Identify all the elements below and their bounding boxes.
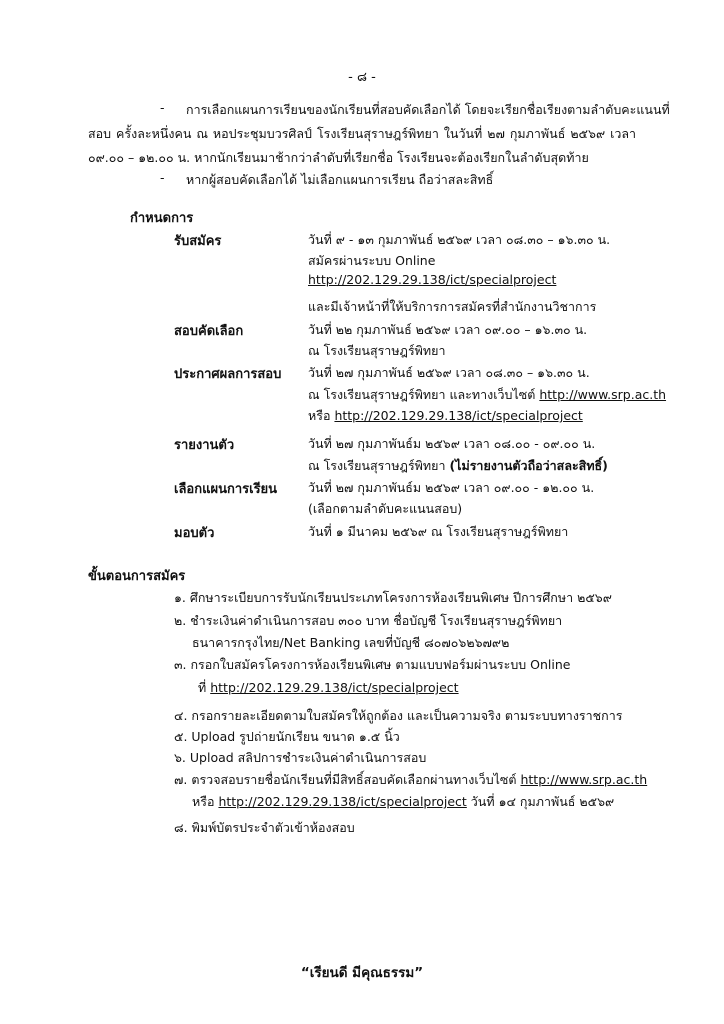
website-link[interactable]: http://www.srp.ac.th <box>520 772 648 787</box>
step-text: ที่ <box>198 680 211 695</box>
bullet-dash: - <box>160 170 165 185</box>
schedule-line: วันที่ ๒๒ กุมภาพันธ์ ๒๕๖๙ เวลา ๐๙.๐๐ – ๑๖.๓๐ น. <box>308 322 588 337</box>
schedule-label: สอบคัดเลือก <box>174 324 244 339</box>
schedule-line <box>308 456 608 476</box>
registration-link[interactable]: http://202.129.29.138/ict/specialproject <box>308 272 557 287</box>
schedule-line: สมัครผ่านระบบ Online <box>308 253 436 268</box>
schedule-heading: กำหนดการ <box>130 211 194 226</box>
page-number: - ๘ - <box>348 70 376 85</box>
schedule-line: และมีเจ้าหน้าที่ให้บริการการสมัครที่สำนักงานวิชาการ <box>308 299 597 314</box>
schedule-text: หรือ <box>308 408 335 423</box>
step-item: ๖. Upload สลิปการชำระเงินค่าดำเนินการสอบ <box>174 750 427 765</box>
step-item: ๒. ชำระเงินค่าดำเนินการสอบ ๓๐๐ บาท ชื่อบัญชี โรงเรียนสุราษฎร์พิทยา <box>174 613 563 628</box>
step-item: ๑. ศึกษาระเบียบการรับนักเรียนประเภทโครงการห้องเรียนพิเศษ ปีการศึกษา ๒๕๖๙ <box>174 590 612 605</box>
step-item-continuation <box>192 792 614 812</box>
schedule-line: วันที่ ๒๗ กุมภาพันธ์ม ๒๕๖๙ เวลา ๐๘.๐๐ - ๐๙.๐๐ น. <box>308 436 596 451</box>
specialproject-link[interactable]: http://202.129.29.138/ict/specialproject <box>334 408 583 423</box>
step-item <box>174 770 647 790</box>
schedule-label: มอบตัว <box>174 526 215 541</box>
schedule-label: ประกาศผลการสอบ <box>174 367 282 382</box>
schedule-label: รับสมัคร <box>174 234 222 249</box>
forfeit-note: (ไม่รายงานตัวถือว่าสละสิทธิ์) <box>449 458 608 473</box>
schedule-line: วันที่ ๒๗ กุมภาพันธ์ ๒๕๖๙ เวลา ๐๘.๓๐ – ๑๖.๓๐ น. <box>308 365 590 380</box>
schedule-text: ณ โรงเรียนสุราษฎร์พิทยา และทางเว็บไซต์ <box>308 387 540 402</box>
schedule-line: ณ โรงเรียนสุราษฎร์พิทยา <box>308 343 446 358</box>
step-item-continuation <box>198 678 459 698</box>
step-text: หรือ <box>192 794 219 809</box>
footer-motto: “เรียนดี มีคุณธรรม” <box>300 965 424 981</box>
schedule-line <box>308 385 666 405</box>
schedule-line: วันที่ ๑ มีนาคม ๒๕๖๙ ณ โรงเรียนสุราษฎร์พิทยา <box>308 524 569 539</box>
website-link[interactable]: http://www.srp.ac.th <box>539 387 667 402</box>
step-text: ๗. ตรวจสอบรายชื่อนักเรียนที่มีสิทธิ์สอบคัดเลือกผ่านทางเว็บไซต์ <box>174 772 521 787</box>
step-item: ๔. กรอกรายละเอียดตามใบสมัครให้ถูกต้อง และเป็นความจริง ตามระบบทางราชการ <box>174 708 623 723</box>
intro-bullet1-line1: การเลือกแผนการเรียนของนักเรียนที่สอบคัดเลือกได้ โดยจะเรียกชื่อเรียงตามลำดับคะแนนที่ <box>186 102 670 117</box>
schedule-label: รายงานตัว <box>174 438 235 453</box>
step-item: ๕. Upload รูปถ่ายนักเรียน ขนาด ๑.๕ นิ้ว <box>174 729 400 744</box>
schedule-text: ณ โรงเรียนสุราษฎร์พิทยา <box>308 458 450 473</box>
intro-bullet1-line2: สอบ ครั้งละหนึ่งคน ณ หอประชุมบวรศิลป์ โรงเรียนสุราษฎร์พิทยา ในวันที่ ๒๗ กุมภาพันธ์ ๒๕๖๙ เวลา <box>88 126 637 141</box>
specialproject-link[interactable]: http://202.129.29.138/ict/specialproject <box>218 794 467 809</box>
step-item: ๓. กรอกใบสมัครโครงการห้องเรียนพิเศษ ตามแบบฟอร์มผ่านระบบ Online <box>174 657 571 672</box>
step-text: วันที่ ๑๔ กุมภาพันธ์ ๒๕๖๙ <box>466 794 615 809</box>
intro-bullet2-text: หากผู้สอบคัดเลือกได้ ไม่เลือกแผนการเรียน ถือว่าสละสิทธิ์ <box>186 172 494 187</box>
schedule-line: วันที่ ๒๗ กุมภาพันธ์ม ๒๕๖๙ เวลา ๐๙.๐๐ - ๑๒.๐๐ น. <box>308 480 595 495</box>
step-item-continuation: ธนาคารกรุงไทย/Net Banking เลขที่บัญชี ๘๐๗๐๖๒๖๗๙๒ <box>192 635 510 650</box>
application-form-link[interactable]: http://202.129.29.138/ict/specialproject <box>210 680 459 695</box>
schedule-line: (เลือกตามลำดับคะแนนสอบ) <box>308 501 463 516</box>
step-item: ๘. พิมพ์บัตรประจำตัวเข้าห้องสอบ <box>174 820 355 835</box>
intro-bullet1-line3: ๐๙.๐๐ – ๑๒.๐๐ น. หากนักเรียนมาช้ากว่าลำดับที่เรียกชื่อ โรงเรียนจะต้องเรียกในลำดับสุดท้าย <box>88 150 589 165</box>
schedule-line <box>308 406 583 426</box>
schedule-label: เลือกแผนการเรียน <box>174 482 278 497</box>
steps-heading: ขั้นตอนการสมัคร <box>88 569 186 584</box>
schedule-line: วันที่ ๙ - ๑๓ กุมภาพันธ์ ๒๕๖๙ เวลา ๐๘.๓๐ – ๑๖.๓๐ น. <box>308 232 611 247</box>
bullet-dash: - <box>160 100 165 115</box>
